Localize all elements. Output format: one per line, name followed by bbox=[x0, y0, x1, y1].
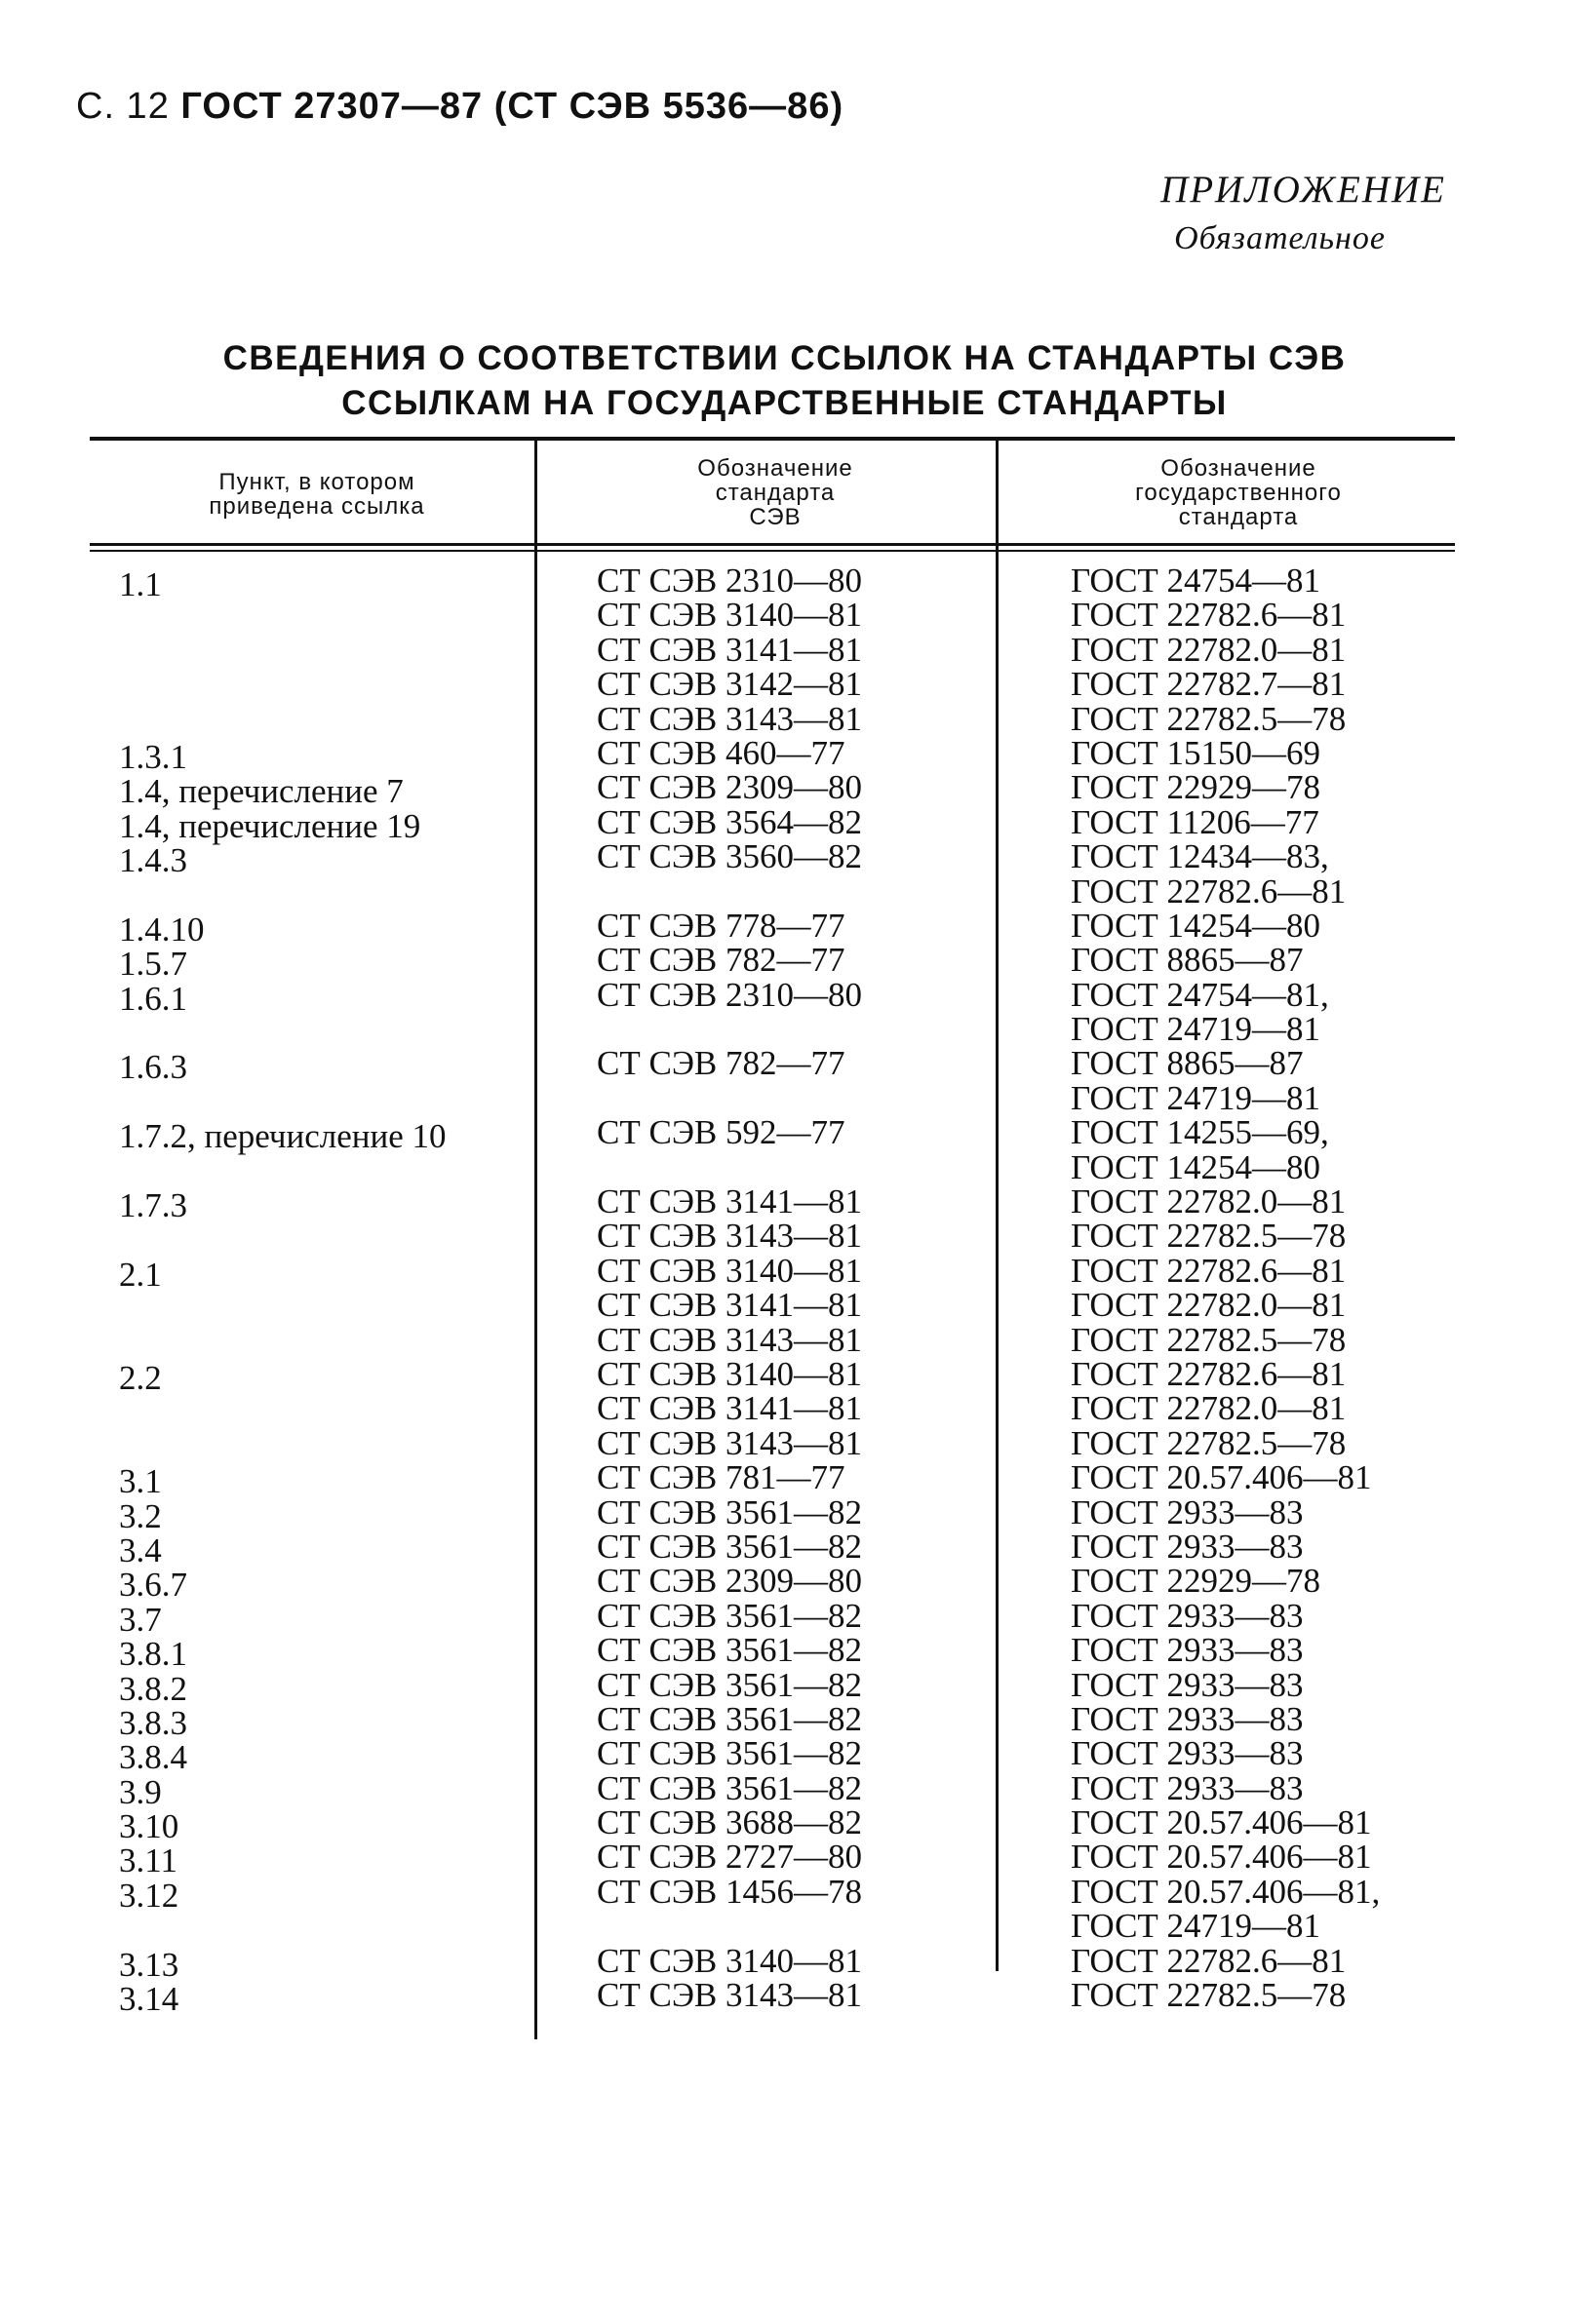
cmea-standard-cell: СТ СЭВ 2310—80 bbox=[597, 975, 863, 1014]
clause-cell: 3.13 bbox=[119, 1945, 179, 1984]
state-standard-cell: ГОСТ 20.57.406—81 bbox=[1071, 1458, 1372, 1497]
state-standard-cell: ГОСТ 12434—83, bbox=[1071, 837, 1329, 876]
state-standard-cell: ГОСТ 24719—81 bbox=[1071, 1010, 1321, 1049]
cmea-standard-cell: СТ СЭВ 3140—81 bbox=[597, 596, 863, 635]
cmea-standard-cell: СТ СЭВ 782—77 bbox=[597, 941, 845, 980]
state-standard-cell: ГОСТ 22782.5—78 bbox=[1071, 1976, 1347, 2015]
cmea-standard-cell: СТ СЭВ 778—77 bbox=[597, 906, 845, 945]
table-row bbox=[0, 1872, 1569, 1915]
table-row bbox=[0, 699, 1569, 738]
table-row bbox=[0, 1320, 1569, 1359]
state-standard-cell: ГОСТ 22782.6—81 bbox=[1071, 1354, 1347, 1393]
cmea-standard-cell: СТ СЭВ 3561—82 bbox=[597, 1631, 863, 1670]
column-header-clause: Пункт, в котором приведена ссылка bbox=[209, 469, 425, 520]
cmea-standard-cell: СТ СЭВ 781—77 bbox=[597, 1458, 845, 1497]
clause-cell: 1.6.3 bbox=[119, 1048, 187, 1087]
clause-cell: 3.9 bbox=[119, 1772, 162, 1811]
cmea-standard-cell: СТ СЭВ 3140—81 bbox=[597, 1941, 863, 1980]
state-standard-cell: ГОСТ 2933—83 bbox=[1071, 1768, 1304, 1807]
clause-cell: 3.6.7 bbox=[119, 1566, 187, 1605]
table-row bbox=[0, 1078, 1569, 1117]
table-body bbox=[0, 562, 1569, 2019]
table-row bbox=[0, 1631, 1569, 1674]
clause-cell: 3.8.1 bbox=[119, 1635, 187, 1674]
cmea-standard-cell: СТ СЭВ 3141—81 bbox=[597, 1389, 863, 1428]
state-standard-cell: ГОСТ 20.57.406—81, bbox=[1071, 1872, 1381, 1911]
table-row bbox=[0, 1251, 1569, 1294]
table-row bbox=[0, 975, 1569, 1018]
table-header-rule bbox=[90, 543, 1455, 546]
cmea-standard-cell: СТ СЭВ 2309—80 bbox=[597, 768, 863, 807]
table-row bbox=[0, 1044, 1569, 1087]
cmea-standard-cell: СТ СЭВ 3141—81 bbox=[597, 630, 863, 669]
clause-cell: 1.4.3 bbox=[119, 841, 187, 880]
state-standard-cell: ГОСТ 8865—87 bbox=[1071, 1044, 1304, 1083]
table-row bbox=[0, 906, 1569, 949]
state-standard-cell: ГОСТ 22782.5—78 bbox=[1071, 1320, 1347, 1359]
cmea-standard-cell: СТ СЭВ 3141—81 bbox=[597, 1286, 863, 1325]
state-standard-cell: ГОСТ 20.57.406—81 bbox=[1071, 1838, 1372, 1877]
table-row bbox=[0, 1354, 1569, 1397]
state-standard-cell: ГОСТ 22782.6—81 bbox=[1071, 1251, 1347, 1290]
state-standard-cell: ГОСТ 24719—81 bbox=[1071, 1078, 1321, 1117]
clause-cell: 1.4.10 bbox=[119, 910, 205, 949]
state-standard-cell: ГОСТ 24719—81 bbox=[1071, 1907, 1321, 1946]
clause-cell: 1.5.7 bbox=[119, 945, 187, 984]
table-row bbox=[0, 1941, 1569, 1984]
clause-cell: 3.2 bbox=[119, 1496, 162, 1535]
state-standard-cell: ГОСТ 2933—83 bbox=[1071, 1734, 1304, 1773]
table-row bbox=[0, 1665, 1569, 1708]
clause-cell: 1.6.1 bbox=[119, 979, 187, 1018]
clause-cell: 2.1 bbox=[119, 1255, 162, 1294]
table-row bbox=[0, 630, 1569, 669]
clause-cell: 3.11 bbox=[119, 1841, 177, 1880]
cmea-standard-cell: СТ СЭВ 3142—81 bbox=[597, 665, 863, 704]
table-row bbox=[0, 1699, 1569, 1742]
table-row bbox=[0, 837, 1569, 880]
table-row bbox=[0, 1596, 1569, 1639]
state-standard-cell: ГОСТ 14254—80 bbox=[1071, 906, 1321, 945]
state-standard-cell: ГОСТ 22782.5—78 bbox=[1071, 1423, 1347, 1462]
state-standard-cell: ГОСТ 15150—69 bbox=[1071, 733, 1321, 772]
table-row bbox=[0, 874, 1569, 909]
cmea-standard-cell: СТ СЭВ 3561—82 bbox=[597, 1665, 863, 1704]
state-standard-cell: ГОСТ 2933—83 bbox=[1071, 1596, 1304, 1635]
state-standard-cell: ГОСТ 2933—83 bbox=[1071, 1527, 1304, 1566]
cmea-standard-cell: СТ СЭВ 3140—81 bbox=[597, 1251, 863, 1290]
table-row bbox=[0, 1182, 1569, 1225]
clause-cell: 1.7.3 bbox=[119, 1186, 187, 1225]
table-row bbox=[0, 596, 1569, 635]
state-standard-cell: ГОСТ 22782.0—81 bbox=[1071, 1389, 1347, 1428]
cmea-standard-cell: СТ СЭВ 3143—81 bbox=[597, 1320, 863, 1359]
state-standard-cell: ГОСТ 22782.5—78 bbox=[1071, 699, 1347, 738]
cmea-standard-cell: СТ СЭВ 3143—81 bbox=[597, 1976, 863, 2015]
cmea-standard-cell: СТ СЭВ 3141—81 bbox=[597, 1182, 863, 1221]
clause-cell: 3.7 bbox=[119, 1600, 162, 1639]
clause-cell: 3.12 bbox=[119, 1876, 179, 1915]
clause-cell: 3.1 bbox=[119, 1462, 162, 1501]
state-standard-cell: ГОСТ 22782.0—81 bbox=[1071, 1286, 1347, 1325]
clause-cell: 3.8.3 bbox=[119, 1703, 187, 1742]
cmea-standard-cell: СТ СЭВ 3561—82 bbox=[597, 1768, 863, 1807]
table-row bbox=[0, 1734, 1569, 1777]
cmea-standard-cell: СТ СЭВ 2309—80 bbox=[597, 1562, 863, 1601]
clause-cell: 1.3.1 bbox=[119, 737, 187, 776]
clause-cell: 1.7.2, перечисление 10 bbox=[119, 1117, 447, 1156]
table-top-rule bbox=[90, 437, 1455, 441]
clause-cell: 3.14 bbox=[119, 1980, 179, 2019]
cmea-standard-cell: СТ СЭВ 1456—78 bbox=[597, 1872, 863, 1911]
page-number: С. 12 bbox=[76, 86, 170, 127]
cmea-standard-cell: СТ СЭВ 782—77 bbox=[597, 1044, 845, 1083]
state-standard-cell: ГОСТ 14254—80 bbox=[1071, 1147, 1321, 1186]
page-header bbox=[76, 86, 843, 128]
cmea-standard-cell: СТ СЭВ 3561—82 bbox=[597, 1492, 863, 1531]
table-row bbox=[0, 1562, 1569, 1605]
state-standard-cell: ГОСТ 20.57.406—81 bbox=[1071, 1803, 1372, 1842]
clause-cell: 1.4, перечисление 19 bbox=[119, 806, 421, 845]
state-standard-cell: ГОСТ 11206—77 bbox=[1071, 802, 1319, 841]
table-row bbox=[0, 1147, 1569, 1186]
state-standard-cell: ГОСТ 14255—69, bbox=[1071, 1113, 1329, 1152]
state-standard-cell: ГОСТ 24754—81, bbox=[1071, 975, 1329, 1014]
table-row bbox=[0, 665, 1569, 704]
state-standard-cell: ГОСТ 22929—78 bbox=[1071, 768, 1321, 807]
state-standard-cell: ГОСТ 22782.6—81 bbox=[1071, 872, 1347, 910]
cmea-standard-cell: СТ СЭВ 3143—81 bbox=[597, 1423, 863, 1462]
cmea-standard-cell: СТ СЭВ 3561—82 bbox=[597, 1596, 863, 1635]
state-standard-cell: ГОСТ 2933—83 bbox=[1071, 1699, 1304, 1738]
state-standard-cell: ГОСТ 22782.7—81 bbox=[1071, 665, 1347, 704]
clause-cell: 3.8.2 bbox=[119, 1669, 187, 1708]
state-standard-cell: ГОСТ 22782.5—78 bbox=[1071, 1217, 1347, 1256]
state-standard-cell: ГОСТ 22782.0—81 bbox=[1071, 630, 1347, 669]
table-row bbox=[0, 768, 1569, 811]
section-title-line-2: ССЫЛКАМ НА ГОСУДАРСТВЕННЫЕ СТАНДАРТЫ bbox=[341, 384, 1228, 422]
appendix-subtitle: Обязательное bbox=[1174, 220, 1386, 256]
cmea-standard-cell: СТ СЭВ 3140—81 bbox=[597, 1354, 863, 1393]
cmea-standard-cell: СТ СЭВ 2727—80 bbox=[597, 1838, 863, 1877]
state-standard-cell: ГОСТ 2933—83 bbox=[1071, 1631, 1304, 1670]
cmea-standard-cell: СТ СЭВ 2310—80 bbox=[597, 562, 863, 600]
state-standard-cell: ГОСТ 22782.0—81 bbox=[1071, 1182, 1347, 1221]
cmea-standard-cell: СТ СЭВ 460—77 bbox=[597, 733, 845, 772]
state-standard-cell: ГОСТ 2933—83 bbox=[1071, 1492, 1304, 1531]
table-row bbox=[0, 1423, 1569, 1462]
table-row bbox=[0, 1458, 1569, 1501]
state-standard-cell: ГОСТ 8865—87 bbox=[1071, 941, 1304, 980]
clause-cell: 3.4 bbox=[119, 1530, 162, 1569]
table-row bbox=[0, 1907, 1569, 1946]
cmea-standard-cell: СТ СЭВ 3143—81 bbox=[597, 1217, 863, 1256]
table-row bbox=[0, 1113, 1569, 1156]
cmea-standard-cell: СТ СЭВ 3564—82 bbox=[597, 802, 863, 841]
table-row bbox=[0, 1492, 1569, 1535]
column-header-state-standard: Обозначение государственного стандарта bbox=[1135, 455, 1342, 530]
table-row bbox=[0, 1803, 1569, 1846]
table-row bbox=[0, 562, 1569, 603]
cmea-standard-cell: СТ СЭВ 3561—82 bbox=[597, 1527, 863, 1566]
clause-cell: 1.4, перечисление 7 bbox=[119, 772, 404, 811]
table-row bbox=[0, 802, 1569, 845]
clause-cell: 2.2 bbox=[119, 1358, 162, 1397]
table-row bbox=[0, 1527, 1569, 1569]
cmea-standard-cell: СТ СЭВ 3688—82 bbox=[597, 1803, 863, 1842]
table-row bbox=[0, 1768, 1569, 1811]
clause-cell: 3.10 bbox=[119, 1807, 179, 1846]
table-row bbox=[0, 1838, 1569, 1880]
clause-cell: 3.8.4 bbox=[119, 1738, 187, 1777]
column-header-cmea-standard: Обозначение стандарта СЭВ bbox=[697, 455, 853, 530]
clause-cell: 1.1 bbox=[119, 565, 162, 603]
table-header-rule-secondary bbox=[90, 550, 1455, 552]
state-standard-cell: ГОСТ 22929—78 bbox=[1071, 1562, 1321, 1601]
cmea-standard-cell: СТ СЭВ 592—77 bbox=[597, 1113, 845, 1152]
section-title-line-1: СВЕДЕНИЯ О СООТВЕТСТВИИ ССЫЛОК НА СТАНДАРТЫ СЭВ bbox=[222, 339, 1347, 377]
table-row bbox=[0, 1976, 1569, 2019]
cmea-standard-cell: СТ СЭВ 3560—82 bbox=[597, 837, 863, 876]
table-row bbox=[0, 1286, 1569, 1325]
state-standard-cell: ГОСТ 22782.6—81 bbox=[1071, 1941, 1347, 1980]
table-row bbox=[0, 941, 1569, 984]
cmea-standard-cell: СТ СЭВ 3561—82 bbox=[597, 1734, 863, 1773]
cmea-standard-cell: СТ СЭВ 3143—81 bbox=[597, 699, 863, 738]
state-standard-cell: ГОСТ 22782.6—81 bbox=[1071, 596, 1347, 635]
table-row bbox=[0, 733, 1569, 776]
table-row bbox=[0, 1217, 1569, 1256]
document-designation: ГОСТ 27307—87 (СТ СЭВ 5536—86) bbox=[180, 86, 844, 127]
table-row bbox=[0, 1389, 1569, 1428]
appendix-title: ПРИЛОЖЕНИЕ bbox=[1160, 169, 1446, 211]
state-standard-cell: ГОСТ 24754—81 bbox=[1071, 562, 1321, 600]
table-row bbox=[0, 1010, 1569, 1049]
state-standard-cell: ГОСТ 2933—83 bbox=[1071, 1665, 1304, 1704]
cmea-standard-cell: СТ СЭВ 3561—82 bbox=[597, 1699, 863, 1738]
